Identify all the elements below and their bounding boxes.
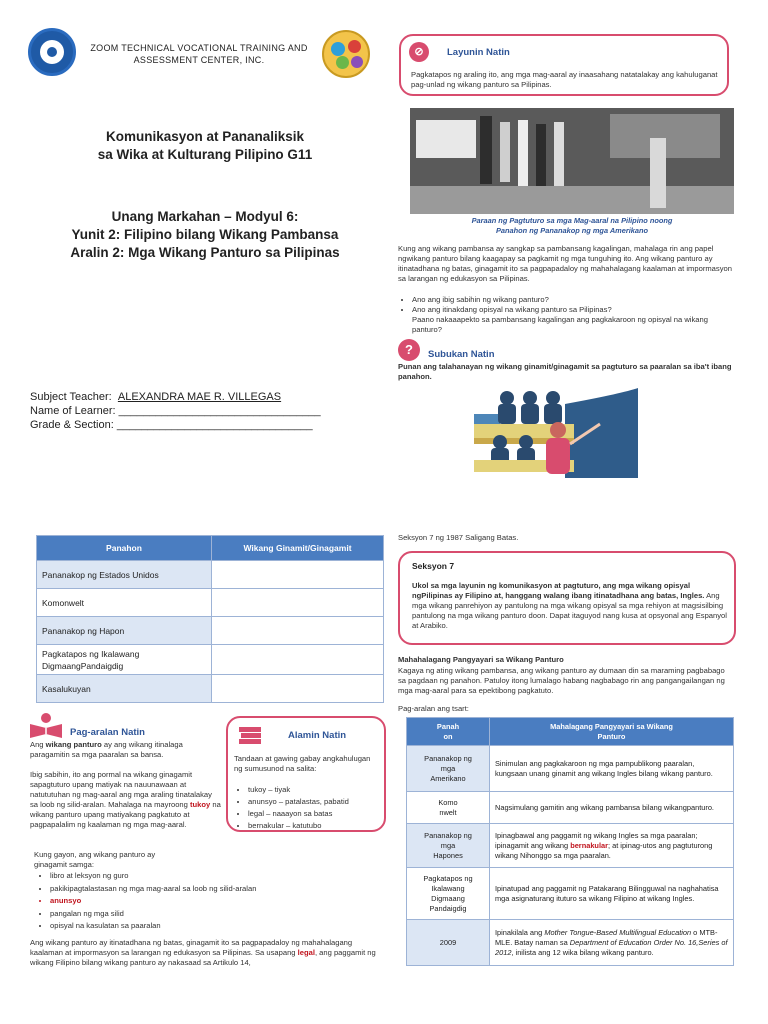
table-row xyxy=(37,589,384,617)
period-text: Ikalawang xyxy=(431,883,465,893)
module-title xyxy=(30,208,380,262)
history-event: Nagsimulang gamitin ang wikang pambansa bilang wikangpanturo. xyxy=(490,792,734,824)
answer-cell[interactable] xyxy=(212,589,384,617)
period-text: Pandaigdig xyxy=(429,903,467,913)
alamin-box xyxy=(226,716,386,832)
history-period xyxy=(407,746,490,792)
school-name xyxy=(82,42,316,66)
glossary-item: • legal – naaayon sa batas xyxy=(248,808,382,820)
usage-item: • pakikipagtalastasan ng mga mag-aaral sa loob ng silid-aralan xyxy=(50,883,336,896)
period-text: Pananakop ng xyxy=(424,830,472,840)
question-item: • Ano ang itinakdang opisyal na wikang panturo sa Pilipinas? xyxy=(412,305,734,315)
table-row xyxy=(407,920,734,966)
definition-text: ay ang wikang itinalaga paragamitin sa mga paaralan sa bansa. xyxy=(30,740,183,759)
event-text: ; at ipinag-utos ang pagtuturong wikang Nihonggo sa mga paaralan. xyxy=(495,840,713,860)
table-row xyxy=(407,792,734,824)
lesson-line: Aralin 2: Mga Wikang Panturo sa Pilipinas xyxy=(70,245,340,260)
pagaralan-usage-intro: Kung gayon, ang wikang panturo ay ginagamit samga: xyxy=(34,850,156,869)
legal-paragraph xyxy=(30,938,382,968)
table-cell-panahon: Kasalukuyan xyxy=(37,675,212,703)
period-text: Pagkatapos ng xyxy=(423,873,473,883)
seksyon-intro: Seksyon 7 ng 1987 Saligang Batas. xyxy=(398,533,519,542)
subject-title-line1: Komunikasyon at Pananaliksik xyxy=(105,129,305,144)
history-period xyxy=(407,792,490,824)
seksyon-title: Seksyon 7 xyxy=(412,561,455,571)
history-event xyxy=(490,824,734,868)
table-header-panahon: Panahon xyxy=(37,536,212,561)
photo-caption-line2: Panahon ng Pananakop ng mga Amerikano xyxy=(495,226,649,235)
books-icon xyxy=(238,726,262,746)
book-reader-icon xyxy=(28,712,64,738)
table-row xyxy=(37,645,384,675)
tsart-label: Pag-aralan ang tsart: xyxy=(398,704,469,713)
question-mark-icon: ? xyxy=(398,339,420,361)
teacher-name: ALEXANDRA MAE R. VILLEGAS xyxy=(117,391,282,403)
question-item: • Ano ang ibig sabihin ng wikang panturo? xyxy=(412,295,734,305)
deped-seal-logo xyxy=(28,28,76,76)
seksyon-bold-text: Ukol sa mga layunin ng komunikasyon at pagtuturo, ang mga wikang opisyal ngPilipinas ay Filipino at, hanggang walang ibang itinatadhana ang batas, Ingles. xyxy=(412,581,705,600)
period-text: Hapones xyxy=(433,850,463,860)
period-text: Komo xyxy=(438,797,458,807)
answer-cell[interactable] xyxy=(212,645,384,675)
history-event: Sinimulan ang pagkakaroon ng mga pampublikong paaralan, kungsaan unang ginamit ang wikang Ingles bilang wikang panturo. xyxy=(490,746,734,792)
usage-item: • opisyal na kasulatan sa paaralan xyxy=(50,920,336,933)
pagaralan-title: Pag-aralan Natin xyxy=(70,727,145,738)
mahalagang-text: Kagaya ng ating wikang pambansa, ang wikang panturo ay dumaan din sa maraming pagbabago sa pagdaan ng panahon. Patuloy itong lumalago habang nagbabago rin ang pangangailangan ng mga mag-aaral para sa epektibong pagkatuto. xyxy=(398,666,725,695)
school-name-line1: ZOOM TECHNICAL VOCATIONAL TRAINING AND xyxy=(90,43,308,53)
tukoy-term: tukoy xyxy=(190,800,211,809)
mtb-mle-name: Mother Tongue-Based Multilingual Education xyxy=(544,927,692,937)
subukan-title: Subukan Natin xyxy=(428,349,495,360)
school-logo xyxy=(322,30,370,78)
table-row xyxy=(407,824,734,868)
seksyon-text xyxy=(412,581,730,631)
classroom-illustration xyxy=(470,384,640,478)
bernakular-term: bernakular xyxy=(570,840,608,850)
grade-label: Grade & Section: xyxy=(30,419,114,431)
definition-text: Ang xyxy=(30,740,46,749)
answer-cell[interactable] xyxy=(212,561,384,589)
history-period xyxy=(407,868,490,920)
usage-item-anunsyo: • anunsyo xyxy=(50,895,336,908)
layunin-text: Pagkatapos ng araling ito, ang mga mag-aaral ay inaasahang natatalakay ang kahuluganat pag-unlad ng wikang panturo sa Pilipinas. xyxy=(411,70,718,89)
period-text: Digmaang xyxy=(431,893,465,903)
teacher-label: Subject Teacher: xyxy=(30,391,112,403)
quarter-line: Unang Markahan – Modyul 6: xyxy=(111,209,299,224)
table-row xyxy=(407,746,734,792)
usage-list xyxy=(36,870,336,933)
pagaralan-definition xyxy=(30,740,218,760)
table-cell-panahon: Pananakop ng Estados Unidos xyxy=(37,561,212,589)
table-row xyxy=(407,868,734,920)
history-header-pangyayari xyxy=(490,718,734,746)
glossary-item: • tukoy – tiyak xyxy=(248,784,382,796)
historical-classroom-photo xyxy=(410,108,734,214)
target-icon: ⊘ xyxy=(409,42,429,62)
photo-caption-line1: Paraan ng Pagtuturo sa mga Mag-aaral na Pilipino noong xyxy=(471,216,673,225)
period-text: Pananakop ng xyxy=(424,753,472,763)
learner-label: Name of Learner: xyxy=(30,405,116,417)
intro-paragraph: Kung ang wikang pambansa ay sangkap sa pambansang kagalingan, mahalaga rin ang papel ngwikang panturo bilang kaagapay sa pagkamit ng mga tunguhing ito. Ang wikang panturo ay itinatadhana ng batas, ginagamit ito sa pagpapadaloy ng mahahalagang kaalaman at impormasyon sa larangan ng edukasyon sa Pilipinas. xyxy=(398,244,732,283)
table-cell-panahon: Pananakop ng Hapon xyxy=(37,617,212,645)
photo-caption xyxy=(410,216,734,236)
history-event xyxy=(490,920,734,966)
usage-item: • pangalan ng mga silid xyxy=(50,908,336,921)
table-row xyxy=(37,561,384,589)
table-row xyxy=(37,617,384,645)
subject-title-line2: sa Wika at Kulturang Pilipino G11 xyxy=(97,147,313,162)
answer-cell[interactable] xyxy=(212,675,384,703)
period-text: mga xyxy=(440,840,456,850)
layunin-title: Layunin Natin xyxy=(447,47,510,58)
wika-table xyxy=(36,535,384,703)
deped-order-name: Department of Education Order No. 16,Series of 2012 xyxy=(495,937,728,957)
alamin-title: Alamin Natin xyxy=(288,730,347,741)
history-period: 2009 xyxy=(407,920,490,966)
alamin-intro: Tandaan at gawing gabay angkahulugan ng sumusunod na salita: xyxy=(234,754,371,773)
learner-name-blank[interactable]: _________________________________ xyxy=(118,405,321,417)
period-text: mga xyxy=(440,763,456,773)
header-text: Panturo xyxy=(597,731,626,741)
glossary-list xyxy=(234,784,382,832)
header-text: on xyxy=(443,731,453,741)
pagaralan-explanation xyxy=(30,770,222,830)
question-extra: Paano nakaaapekto sa pambansang kagalingan ang pagkakaroon ng opisyal na wikang panturo? xyxy=(412,315,708,334)
subukan-instruction: Punan ang talahanayan ng wikang ginamit/ginagamit sa pagtuturo sa paaralan sa iba't ibang panahon. xyxy=(398,362,732,381)
legal-text: , ang paggamit ng wikang Filipino bilang wikang panturo ay nakasaad sa Artikulo 14, xyxy=(30,948,376,967)
event-text: , inilista ang 12 wika bilang wikang panturo. xyxy=(511,947,654,957)
table-header-wika: Wikang Ginamit/Ginagamit xyxy=(212,536,384,561)
seksyon-box xyxy=(398,551,736,645)
history-period xyxy=(407,824,490,868)
header-text: Panah xyxy=(436,721,460,731)
grade-section-blank[interactable]: ________________________________ xyxy=(116,419,313,431)
wikang-panturo-term: wikang panturo xyxy=(45,740,102,749)
table-cell-panahon: Pagkatapos ng Ikalawang DigmaangPandaigdig xyxy=(37,645,212,675)
history-table xyxy=(406,717,734,966)
seksyon-rest-text: Ang mga wikang panrehiyon ay pantulong na mga wikang opisyal sa mga rehiyon at magsisilbing pantulong na mga wikang panturo doon. Dapat itaguyod nang kusa at opsyonal ang Espanyol at Arabiko. xyxy=(412,591,727,630)
event-text: Ipinagbawal ang paggamit ng wikang Ingles sa mga paaralan; ipinagamit ang wikang xyxy=(495,830,698,850)
event-text: Ipinakilala ang xyxy=(495,927,545,937)
layunin-box xyxy=(399,34,729,96)
questions-list xyxy=(398,295,734,335)
answer-cell[interactable] xyxy=(212,617,384,645)
mahalagang-title: Mahahalagang Pangyayari sa Wikang Panturo xyxy=(398,655,564,664)
unit-line: Yunit 2: Filipino bilang Wikang Pambansa xyxy=(71,227,339,242)
glossary-item: • anunsyo – patalastas, pabatid xyxy=(248,796,382,808)
explanation-text: Ibig sabihin, ito ang pormal na wikang ginagamit sapagtuturo upang matiyak na nauunawaan at natututuhan ng mag-aaral ang mga araling tinatalakay sa loob ng silid-aralan. Mahalaga na mayroong xyxy=(30,770,212,809)
subject-title xyxy=(30,128,380,164)
learner-info xyxy=(30,390,321,432)
table-row xyxy=(37,675,384,703)
history-header-panahon xyxy=(407,718,490,746)
header-text: Mahalagang Pangyayari sa Wikang xyxy=(550,721,673,731)
explanation-text: na wikang panturo upang matiyakang pagkatuto at pagpapalalim ng kaalaman ng mga mag-aaral. xyxy=(30,800,221,829)
table-cell-panahon: Komonwelt xyxy=(37,589,212,617)
legal-term: legal xyxy=(297,948,315,957)
event-text: o MTB-MLE. Batay naman sa xyxy=(495,927,718,947)
period-text: nwelt xyxy=(439,807,457,817)
usage-item: • libro at leksyon ng guro xyxy=(50,870,336,883)
history-event: Ipinatupad ang paggamit ng Patakarang Bilingguwal na naghahatisa mga asignaturang ituturo sa wikang Filipino at wikang Ingles. xyxy=(490,868,734,920)
school-name-line2: ASSESSMENT CENTER, INC. xyxy=(133,55,265,65)
glossary-item: • bernakular – katutubo xyxy=(248,820,382,832)
legal-text: Ang wikang panturo ay itinatadhana ng batas, ginagamit ito sa pagpapadaloy ng mahahalagang kaalaman at impormasyon sa larangan ng edukasyon sa Pilipinas. Sa usapang xyxy=(30,938,353,957)
period-text: Amerikano xyxy=(430,773,466,783)
